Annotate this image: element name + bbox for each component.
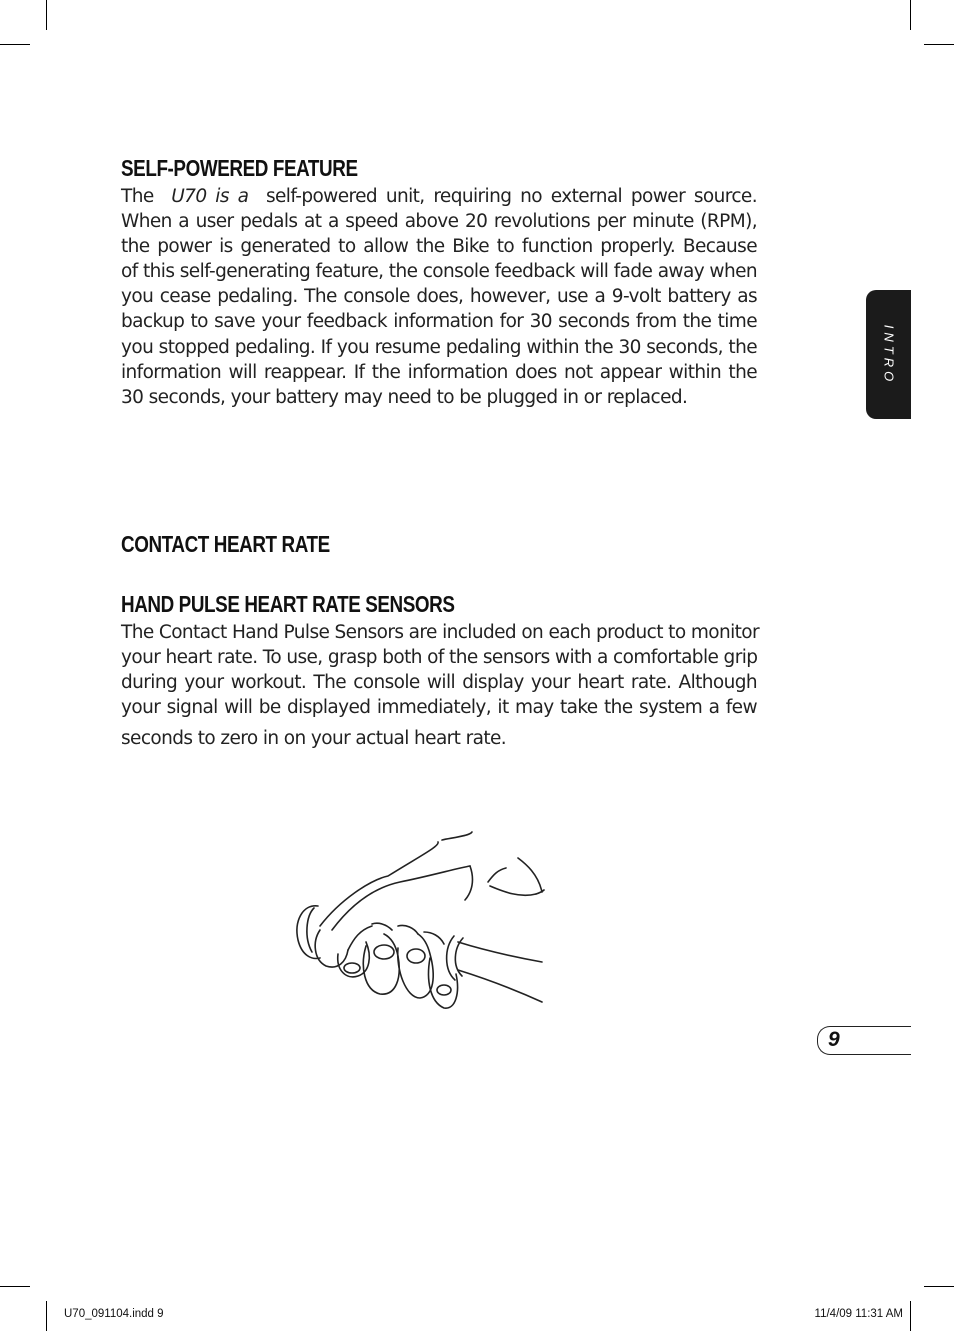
section-heading-hand-pulse: HAND PULSE HEART RATE SENSORS bbox=[121, 591, 455, 617]
line-text: self-powered unit, requiring no external power source. bbox=[265, 186, 757, 207]
side-tab-label: INTRO bbox=[881, 324, 896, 385]
section-heading-contact-heart-rate: CONTACT HEART RATE bbox=[121, 531, 330, 557]
crop-mark bbox=[910, 1301, 911, 1331]
section-heading-self-powered: SELF-POWERED FEATURE bbox=[121, 155, 358, 181]
paragraph-line: of this self-generating feature, the console feedback will fade away when bbox=[121, 261, 757, 283]
page-number-box bbox=[817, 1026, 911, 1055]
paragraph-line: you stopped pedaling. If you resume pedaling within the 30 seconds, the bbox=[121, 336, 757, 358]
paragraph-line: When a user pedals at a speed above 20 revolutions per minute (RPM), bbox=[121, 211, 757, 233]
hand-grip-illustration bbox=[280, 830, 560, 1020]
paragraph-line: The Contact Hand Pulse Sensors are included on each product to monitor bbox=[121, 622, 760, 643]
paragraph-line: your heart rate. To use, grasp both of the sensors with a comfortable grip bbox=[121, 647, 758, 669]
paragraph-line: seconds to zero in on your actual heart rate. bbox=[121, 728, 507, 750]
hand-pulse-paragraph bbox=[121, 620, 760, 751]
crop-mark bbox=[46, 0, 47, 30]
crop-mark bbox=[46, 1301, 47, 1331]
crop-mark bbox=[910, 0, 911, 30]
paragraph-line: your signal will be displayed immediately, it may take the system a few bbox=[121, 697, 757, 719]
crop-mark bbox=[924, 1286, 954, 1287]
lead-word: The bbox=[121, 186, 154, 207]
page-number: 9 bbox=[828, 1028, 840, 1051]
self-powered-paragraph bbox=[121, 184, 757, 410]
section-side-tab bbox=[866, 290, 911, 419]
paragraph-line: during your workout. The console will display your heart rate. Although bbox=[121, 672, 757, 694]
paragraph-line: information will reappear. If the information does not appear within the bbox=[121, 361, 757, 383]
paragraph-line: 30 seconds, your battery may need to be plugged in or replaced. bbox=[121, 386, 688, 408]
crop-mark bbox=[924, 44, 954, 45]
crop-mark bbox=[0, 1286, 30, 1287]
model-italic: U70 is a bbox=[171, 186, 249, 207]
crop-mark bbox=[0, 44, 30, 45]
footer-timestamp: 11/4/09 11:31 AM bbox=[814, 1308, 903, 1320]
footer-file-slug: U70_091104.indd 9 bbox=[64, 1308, 164, 1320]
paragraph-line: you cease pedaling. The console does, however, use a 9-volt battery as bbox=[121, 286, 757, 308]
paragraph-line bbox=[121, 184, 757, 209]
paragraph-line: the power is generated to allow the Bike to function properly. Because bbox=[121, 236, 757, 258]
paragraph-line: backup to save your feedback information for 30 seconds from the time bbox=[121, 311, 757, 333]
